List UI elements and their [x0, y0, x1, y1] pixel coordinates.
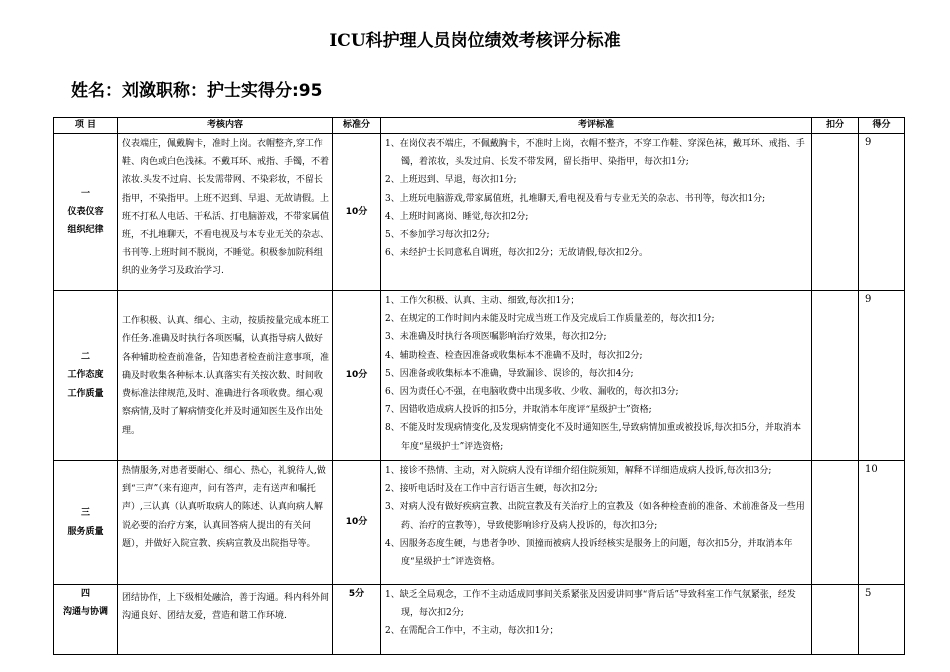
criteria-item: 5、不参加学习每次扣2分; — [385, 230, 490, 241]
deduct-cell — [812, 134, 859, 291]
table-row — [54, 134, 905, 291]
deduct-cell — [812, 291, 859, 461]
criteria-item: 2、在需配合工作中，不主动，每次扣1分； — [385, 626, 559, 637]
item-number: 二 — [80, 352, 90, 363]
item-name-2: 组织纪律 — [67, 225, 104, 236]
table-row — [54, 585, 905, 655]
table-header-row — [54, 118, 905, 134]
criteria-item: 3、未准确及时执行各项医嘱影响治疗效果，每次扣2分; — [385, 332, 607, 343]
criteria-cell — [381, 585, 812, 655]
evaluation-table — [53, 117, 905, 655]
item-cell — [54, 585, 118, 655]
deduct-cell — [812, 461, 859, 585]
content-cell: 团结协作，上下级相处融洽，善于沟通。科内科外间沟通良好、团结友爱，营造和谐工作环境. — [118, 585, 333, 655]
item-number: 三 — [80, 508, 90, 519]
item-number: 一 — [80, 188, 90, 199]
employee-info-line: 姓名：刘潋职称：护士实得分:95 — [71, 81, 323, 101]
item-name: 服务质量 — [67, 526, 104, 537]
criteria-item: 8、不能及时发现病情变化,及发现病情变化不及时通知医生,导致病情加重或被投诉,每次扣5分，并取消本年度“星级护士”评选资格; — [385, 423, 802, 452]
criteria-item: 4、辅助检查、检查因准备或收集标本不准确不及时，每次扣2分; — [385, 350, 643, 361]
criteria-item: 1、在岗仪表不端庄，不佩戴胸卡，不准时上岗，衣帽不整齐，不穿工作鞋、穿深色袜，戴耳环、戒指、手镯，着浓妆，头发过肩、长发不带发网，留长指甲、染指甲，每次扣1分; — [385, 139, 805, 168]
item-cell — [54, 134, 118, 291]
score-cell: 5 — [859, 585, 905, 655]
standard-score: 10分 — [333, 461, 381, 585]
criteria-cell — [381, 291, 812, 461]
criteria-cell — [381, 134, 812, 291]
criteria-item: 2、上班迟到、早退，每次扣1分; — [385, 175, 517, 186]
score-cell: 9 — [859, 291, 905, 461]
header-criteria: 考评标准 — [381, 118, 812, 134]
header-deduct: 扣分 — [812, 118, 859, 134]
item-name: 沟通与协调 — [62, 607, 108, 618]
criteria-item: 4、因服务态度生硬，与患者争吵、顶撞而被病人投诉经核实是服务上的问题，每次扣5分，并取消本年度“星级护士”评选资格。 — [385, 538, 793, 568]
table-row — [54, 291, 905, 461]
header-content: 考核内容 — [118, 118, 333, 134]
criteria-cell — [381, 461, 812, 585]
score-cell: 9 — [859, 134, 905, 291]
item-name: 工作态度 — [67, 370, 104, 381]
item-cell — [54, 461, 118, 585]
criteria-item: 2、接听电话时及在工作中言行语言生硬，每次扣2分; — [385, 484, 598, 495]
criteria-item: 2、在规定的工作时间内未能及时完成当班工作及完成后工作质量差的，每次扣1分; — [385, 314, 715, 325]
table-row — [54, 461, 905, 585]
header-standard: 标准分 — [333, 118, 381, 134]
criteria-item: 1、工作欠积极、认真、主动、细致,每次扣1分； — [385, 296, 580, 306]
content-cell: 热情服务,对患者要耐心、细心、热心，礼貌待人,做到“三声”（来有迎声，问有答声，走有送声和嘱托声）,三认真（认真听取病人的陈述、认真向病人解说必要的治疗方案，认真回答病人提出的有关问题），并做好入院宣教、疾病宣教及出院指导等。 — [118, 461, 333, 585]
criteria-item: 1、缺乏全局观念，工作不主动适成同事间关系紧张及因爱讲同事“背后话”导致科室工作气氛紧张，经发现，每次扣2分; — [385, 590, 796, 619]
item-name-2: 工作质量 — [67, 388, 104, 399]
standard-score: 5分 — [333, 585, 381, 655]
criteria-item: 6、未经护士长同意私自调班，每次扣2分；无故请假,每次扣2分。 — [385, 248, 649, 259]
criteria-item: 3、对病人没有做好疾病宣教、出院宣教及有关治疗上的宣教及（如各种检查前的准备、术前准备及一些用药、治疗的宣教等），导致使影响诊疗及病人投诉的，每次扣3分; — [385, 502, 805, 531]
criteria-item: 5、因准备或收集标本不准确，导致漏诊、误诊的，每次扣4分; — [385, 368, 634, 379]
criteria-item: 7、因错收造成病人投诉的扣5分，并取消本年度评“星级护士”资格; — [385, 405, 652, 416]
criteria-item: 3、上班玩电脑游戏,带家属值班，扎堆聊天,看电视及看与专业无关的杂志、书刊等，每次扣1分; — [385, 193, 766, 204]
item-name: 仪表仪容 — [67, 206, 104, 217]
criteria-item: 1、接诊不热情、主动，对入院病人没有详细介绍住院须知，解释不详细造成病人投诉,每次扣3分; — [385, 466, 772, 476]
document-title: ICU科护理人员岗位绩效考核评分标准 — [329, 31, 621, 51]
criteria-item: 4、上班时间离岗、睡觉,每次扣2分; — [385, 211, 529, 222]
standard-score: 10分 — [333, 291, 381, 461]
item-cell — [54, 291, 118, 461]
standard-score: 10分 — [333, 134, 381, 291]
item-number: 四 — [80, 589, 90, 599]
score-cell: 10 — [859, 461, 905, 585]
header-score: 得分 — [859, 118, 905, 134]
deduct-cell — [812, 585, 859, 655]
content-cell: 工作积极、认真、细心、主动，按质按量完成本班工作任务.准确及时执行各项医嘱，认真指导病人做好各种辅助检查前准备，告知患者检查前注意事项，准确及时收集各种标本.认真落实有关按次数、时间收费标准法律规范,及时、准确进行各项收费。细心观察病情,及时了解病情变化并及时通知医生及作出处理。 — [118, 291, 333, 461]
criteria-item: 6、因为责任心不强，在电脑收费中出现多收、少收、漏收的，每次扣3分; — [385, 387, 679, 398]
header-item: 项 目 — [54, 118, 118, 134]
content-cell: 仪表端庄，佩戴胸卡，准时上岗。衣帽整齐,穿工作鞋、肉色或白色浅袜。不戴耳环、戒指、手镯，不着浓妆.头发不过肩、长发需带网、不染彩妆，不留长指甲，不染指甲。上班不迟到、早退、无故请假。上班不打私人电话、干私活、打电脑游戏，不带家属值班，不扎堆聊天，不看电视及与本专业无关的杂志、书刊等.上班时间不脱岗，不睡觉。积极参加院科组织的业务学习及政治学习. — [118, 134, 333, 291]
